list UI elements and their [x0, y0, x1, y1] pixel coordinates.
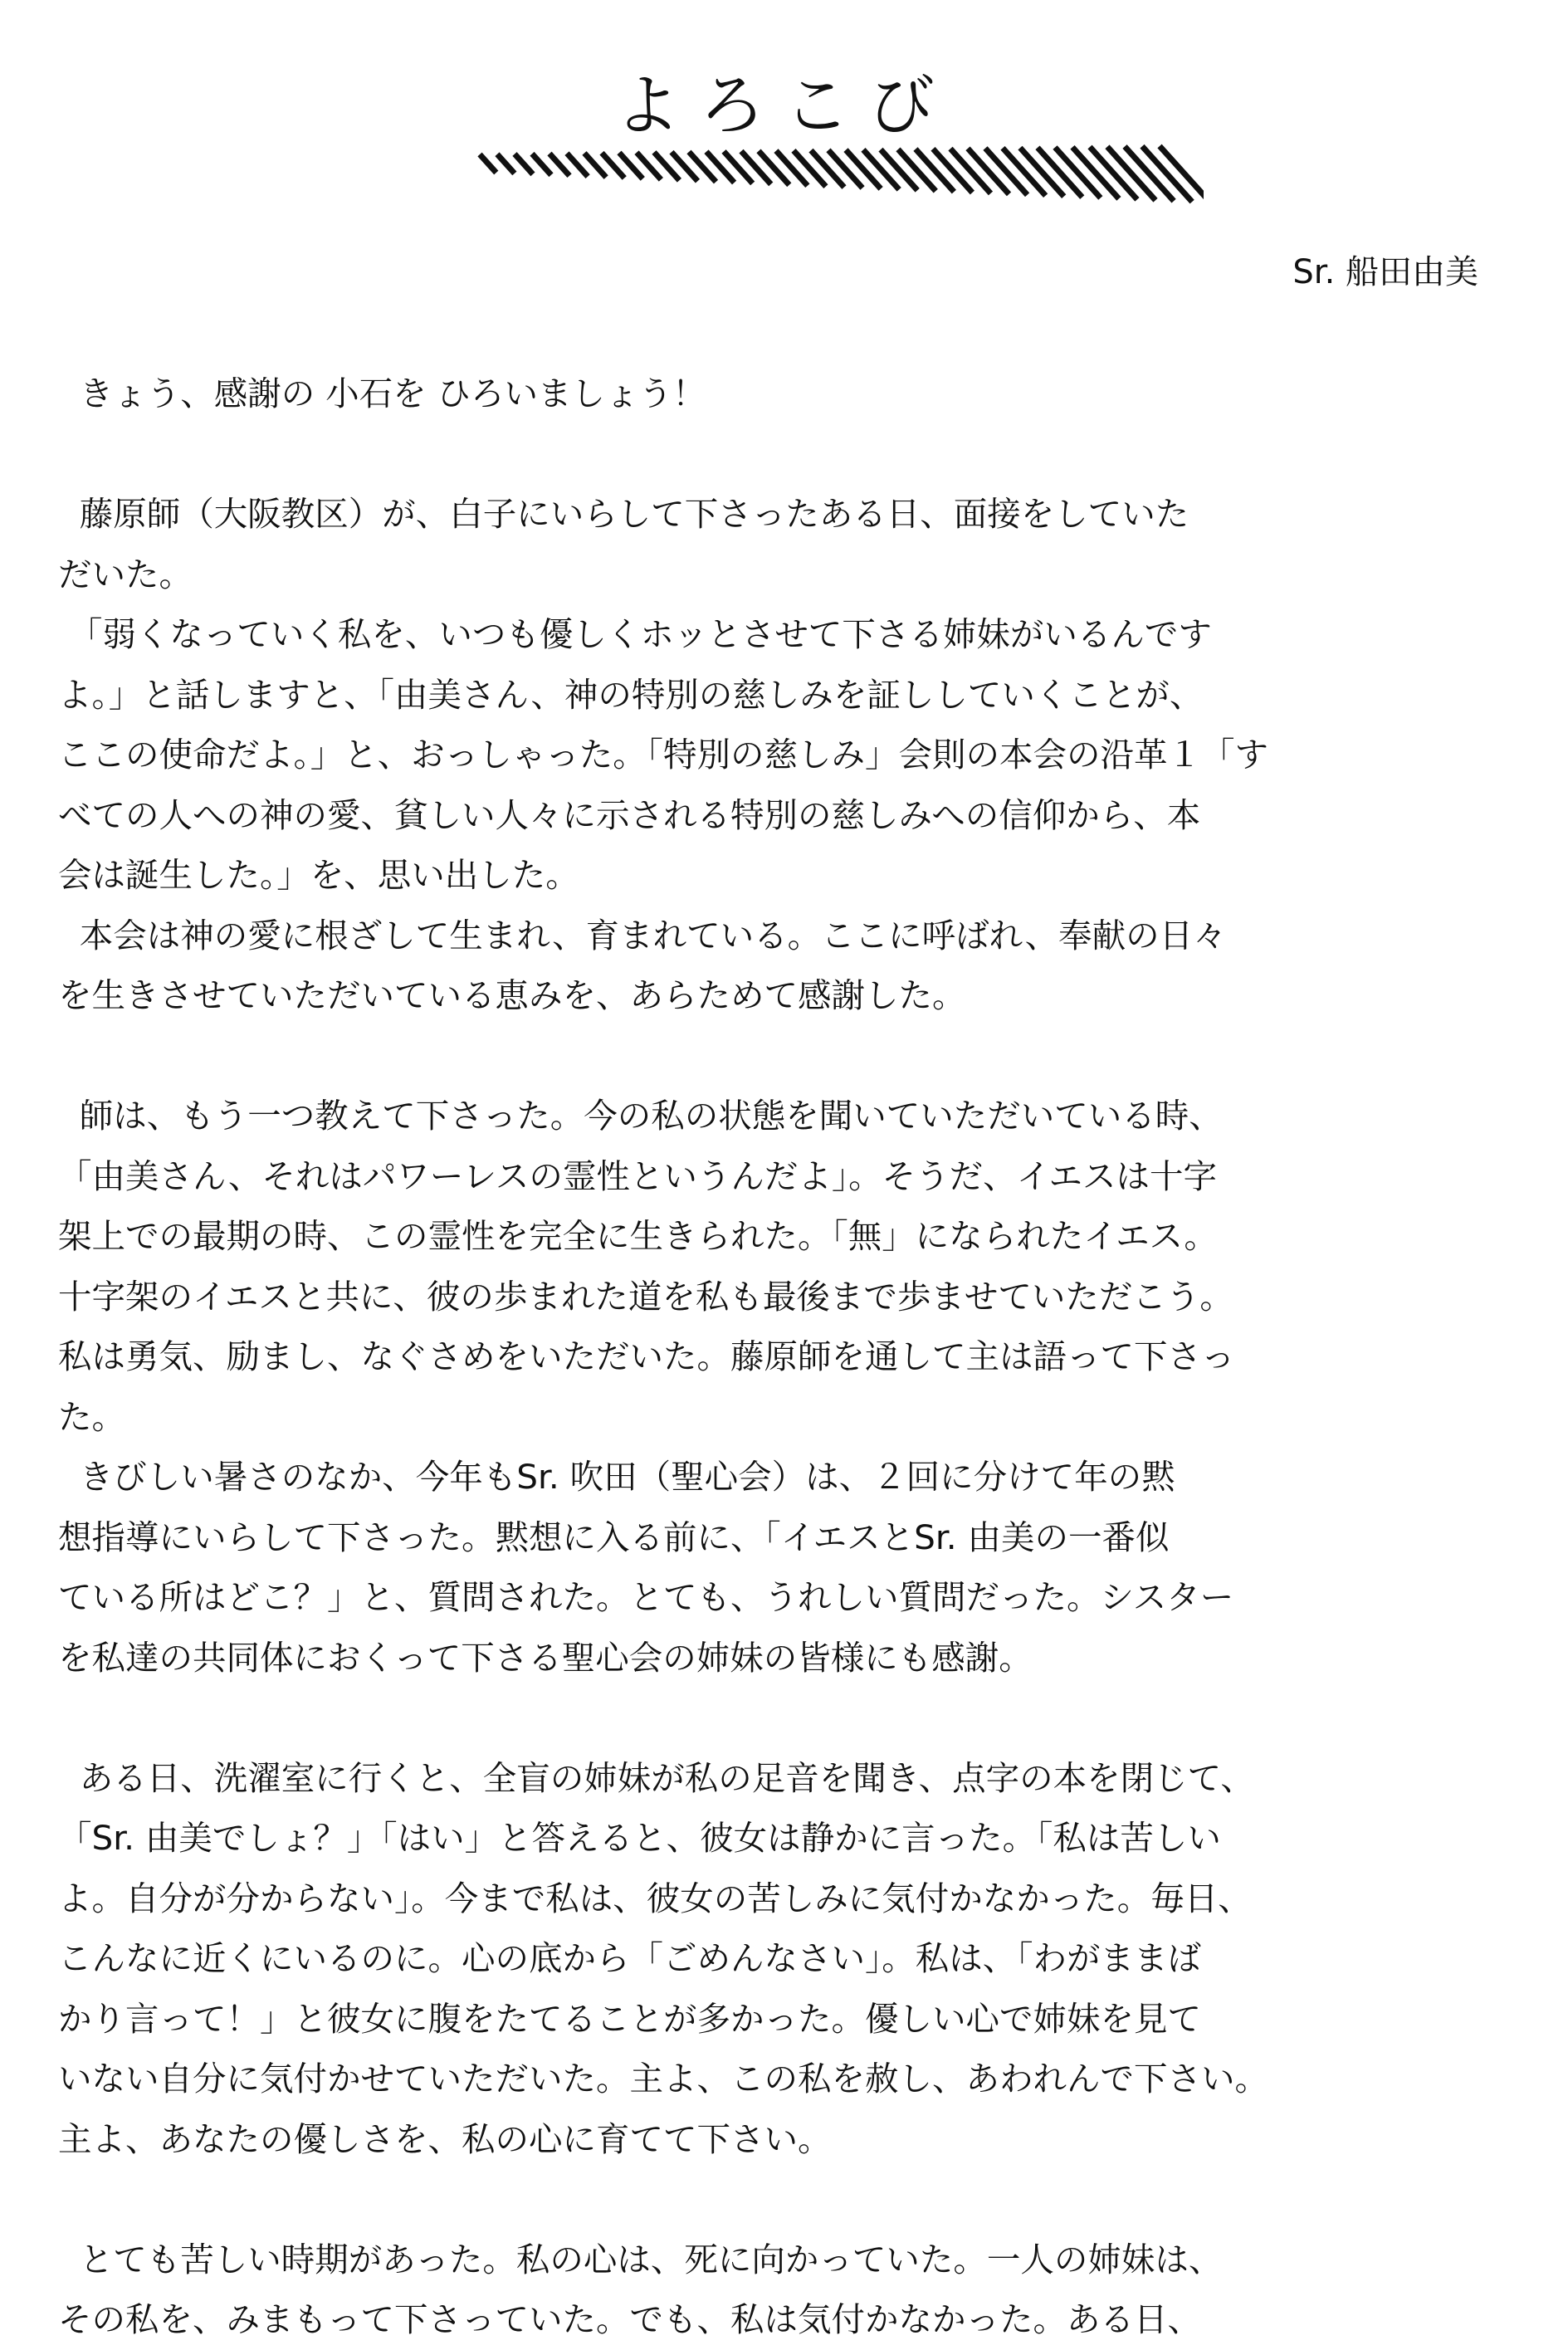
text-line: 想指導にいらして下さった。黙想に入る前に、「イエスとSr. 由美の一番似: [58, 1517, 1170, 1557]
text-line: ている所はどこ？」と、質問された。とても、うれしい質問だった。シスター: [58, 1577, 1234, 1617]
text-line: 「由美さん、それはパワーレスの霊性というんだよ」。そうだ、イエスは十字: [58, 1155, 1218, 1196]
hatch-stroke: [497, 154, 515, 173]
body-text: [58, 364, 1486, 2350]
text-line: 十字架のイエスと共に、彼の歩まれた道を私も最後まで歩ませていただこう。: [58, 1276, 1233, 1317]
paragraph-gap: [58, 2169, 1486, 2230]
hatch-stroke: [480, 154, 496, 173]
text-line: よ。」と話しますと、「由美さん、神の特別の慈しみを証ししていくことが、: [58, 674, 1204, 715]
text-line: べての人への神の愛、貧しい人々に示される特別の慈しみへの信仰から、本: [58, 794, 1201, 835]
hatch-stroke: [811, 150, 844, 187]
hatch-stroke: [794, 150, 826, 186]
hatch-stroke: [828, 150, 862, 188]
text-line: ある日、洗濯室に行くと、全盲の姉妹が私の足音を聞き、点字の本を閉じて、: [58, 1757, 1254, 1798]
text-line: 架上での最期の時、この霊性を完全に生きられた。「無」になられたイエス。: [58, 1216, 1218, 1256]
text-line: 藤原師（大阪教区）が、白子にいらして下さったある日、面接をしていた: [58, 494, 1189, 534]
hatch-stroke: [776, 151, 808, 186]
paragraph-gap: [58, 424, 1486, 485]
text-line: 会は誕生した。」を、思い出した。: [58, 855, 579, 895]
hatch-stroke: [532, 154, 551, 175]
hatch-stroke: [898, 149, 935, 191]
text-line: 「Sr. 由美でしょ？」「はい」と答えると、彼女は静かに言った。「私は苦しい: [58, 1818, 1221, 1858]
text-line: だいた。: [58, 554, 193, 594]
text-line: いない自分に気付かせていただいた。主よ、この私を赦し、あわれんで下さい。: [58, 2059, 1268, 2098]
hatch-stroke: [846, 150, 881, 189]
text-line: を生きさせていただいている恵みを、あらためて感謝した。: [58, 975, 966, 1015]
hatch-stroke: [863, 149, 899, 189]
text-line: こんなに近くにいるのに。心の底から「ごめんなさい」。私は、「わがままば: [58, 1938, 1201, 1978]
text-line: かり言って！」と彼女に腹をたてることが多かった。優しい心で姉妹を見て: [58, 1998, 1201, 2039]
paragraph-gap: [58, 1026, 1486, 1087]
hatch-stroke: [916, 149, 954, 192]
text-line: ここの使命だよ。」と、おっしゃった。「特別の慈しみ」会則の本会の沿革１「す: [58, 735, 1268, 774]
text-line: 主よ、あなたの優しさを、私の心に育てて下さい。: [58, 2118, 832, 2159]
title-hatch-decoration: [473, 141, 1204, 216]
text-line: 「弱くなっていく私を、いつも優しくホッとさせて下さる姉妹がいるんです: [58, 614, 1212, 654]
text-line: を私達の共同体におくって下さる聖心会の姉妹の皆様にも感謝。: [58, 1637, 1033, 1678]
author-name: Sr. 船田由美: [1292, 253, 1478, 291]
hatch-stroke: [515, 154, 533, 173]
text-line: 師は、もう一つ教えて下さった。今の私の状態を聞いていただいている時、: [58, 1096, 1223, 1136]
text-line: きびしい暑さのなか、今年もSr. 吹田（聖心会）は、２回に分けて年の黙: [58, 1457, 1175, 1497]
text-line: きょう、感謝の 小石を ひろいましょう！: [58, 374, 706, 413]
page-title: よろこび: [614, 67, 953, 144]
text-line: その私を、みまもって下さっていた。でも、私は気付かなかった。ある日、: [58, 2299, 1201, 2339]
text-line: 私は勇気、励まし、なぐさめをいただいた。藤原師を通して主は語って下さっ: [58, 1336, 1235, 1376]
text-line: 本会は神の愛に根ざして生まれ、育まれている。ここに呼ばれ、奉献の日々: [58, 915, 1227, 955]
text-line: とても苦しい時期があった。私の心は、死に向かっていた。一人の姉妹は、: [58, 2239, 1223, 2279]
text-line: た。: [58, 1396, 125, 1437]
hatch-stroke: [881, 149, 917, 190]
paragraph-gap: [58, 1688, 1486, 1748]
text-line: よ。自分が分からない」。今まで私は、彼女の苦しみに気付かなかった。毎日、: [58, 1878, 1252, 1918]
